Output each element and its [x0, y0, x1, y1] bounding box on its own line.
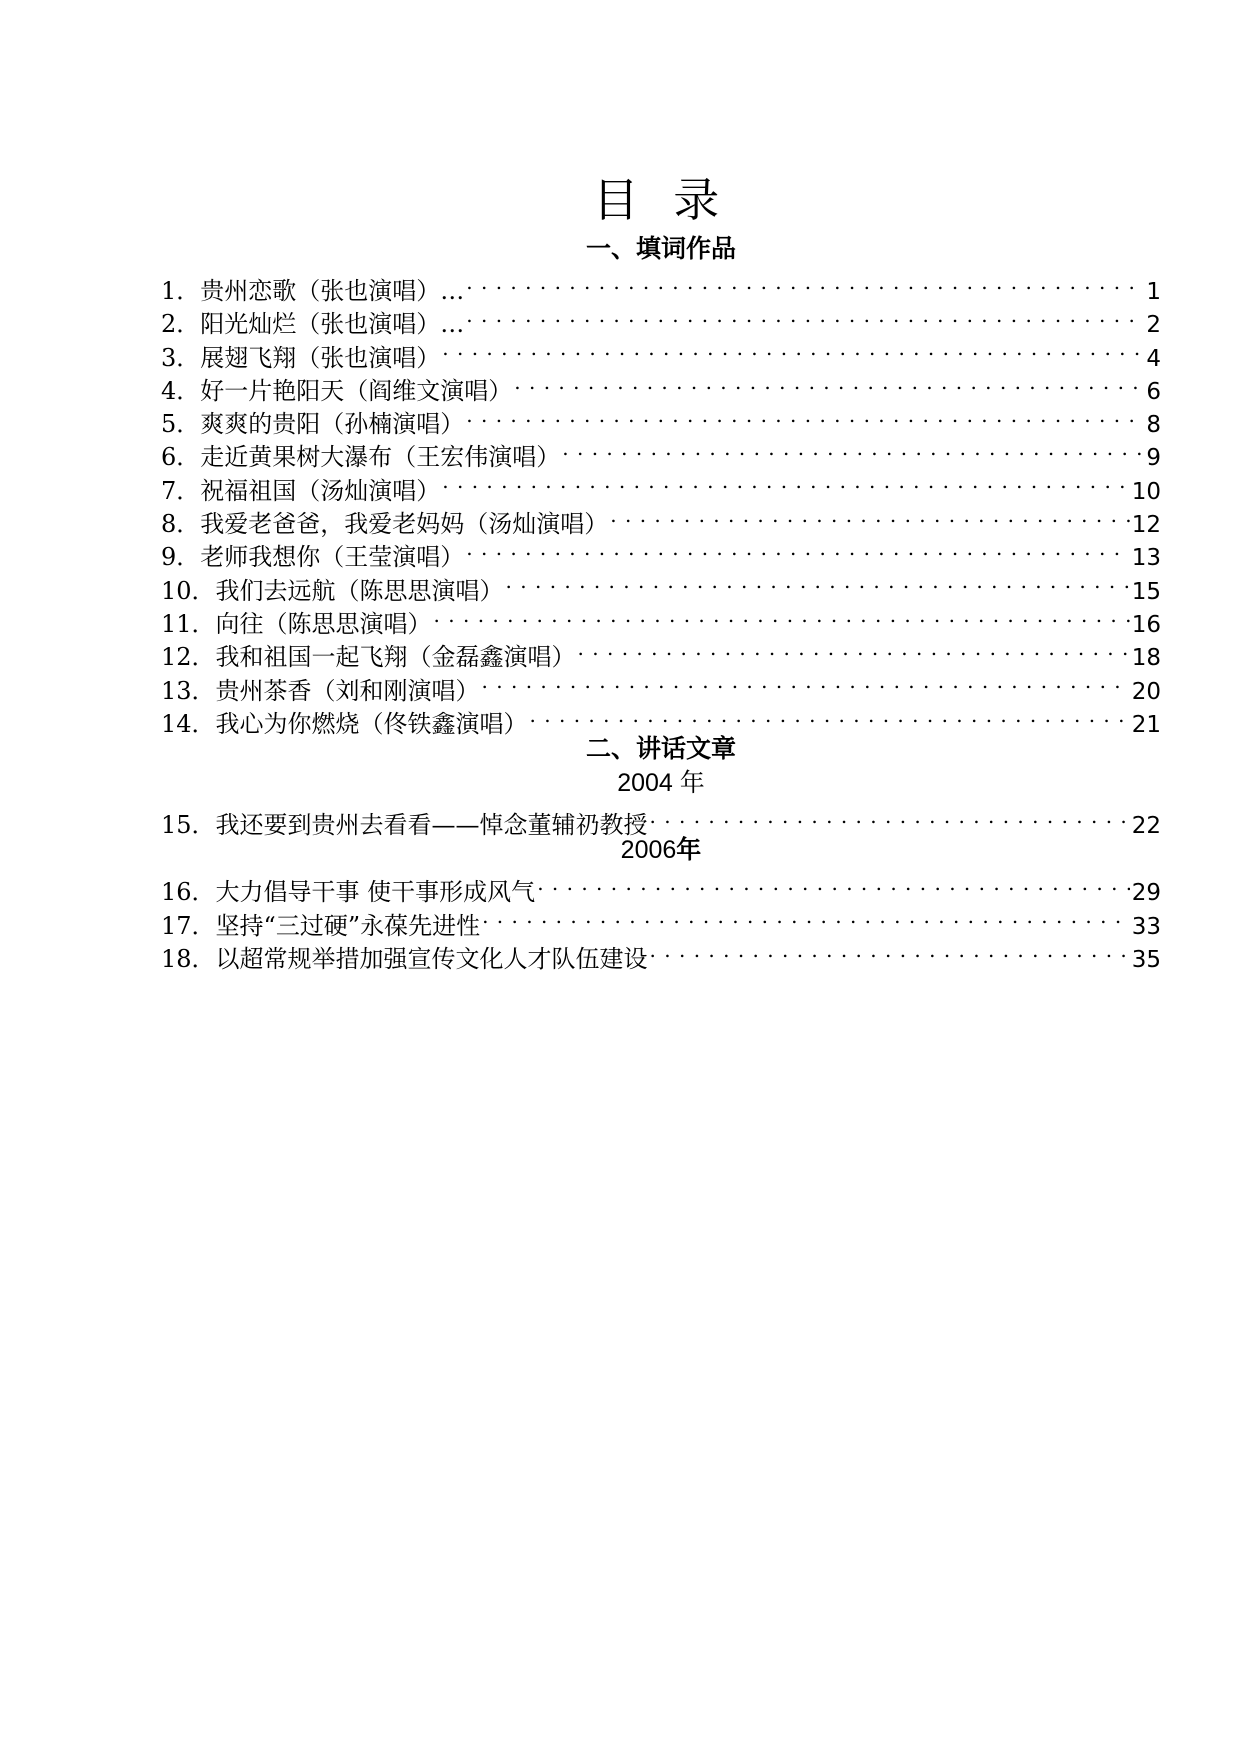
entry-number: 6． [161, 443, 201, 472]
entry-page-number: 12 [1131, 512, 1161, 539]
toc-entry[interactable] [161, 266, 1161, 305]
entry-title: 展翅飞翔（张也演唱） [200, 343, 441, 372]
entry-title: 我和祖国一起飞翔（金磊鑫演唱） [215, 643, 576, 672]
entry-number: 3． [161, 343, 201, 372]
table-of-contents [161, 170, 1161, 974]
entry-number: 16． [161, 878, 216, 907]
entry-number: 11． [161, 609, 216, 638]
entry-page-number: 2 [1146, 312, 1161, 339]
dot-leader [482, 901, 1130, 934]
entry-number: 13． [161, 676, 216, 705]
entry-page-number: 35 [1131, 947, 1161, 974]
dot-leader [514, 366, 1144, 399]
entry-title: 以超常规举措加强宣传文化人才队伍建设 [215, 945, 648, 974]
entry-title: 我还要到贵州去看看——悼念董辅礽教授 [215, 811, 648, 840]
dot-leader [650, 934, 1130, 967]
dot-leader [562, 432, 1144, 465]
entry-number: 18． [161, 945, 216, 974]
dot-leader [537, 867, 1130, 900]
entry-title: 贵州茶香（刘和刚演唱） [215, 676, 480, 705]
entry-title: 向往（陈思思演唱） [215, 609, 432, 638]
entry-title: 我心为你燃烧（佟铁鑫演唱） [215, 709, 528, 738]
dot-leader [466, 299, 1144, 332]
entry-page-number: 33 [1131, 913, 1161, 940]
entry-title: 大力倡导干事 使干事形成风气 [215, 878, 536, 907]
entry-title: 坚持“三过硬”永葆先进性 [215, 911, 481, 940]
entry-page-number: 13 [1131, 545, 1161, 572]
dot-leader [466, 266, 1144, 299]
year-number: 2004 [617, 769, 673, 798]
year-suffix: 年 [676, 835, 702, 865]
entry-number: 10． [161, 576, 216, 605]
entry-title: 我们去远航（陈思思演唱） [215, 576, 504, 605]
toc-entry[interactable] [161, 867, 1161, 907]
entry-title: 好一片艳阳天（阎维文演唱） [200, 376, 513, 405]
entry-number: 9． [161, 543, 201, 572]
entry-page-number: 18 [1131, 645, 1161, 672]
entry-title: 老师我想你（王莹演唱） [200, 543, 465, 572]
entry-page-number: 6 [1146, 378, 1161, 405]
dot-leader [610, 499, 1129, 532]
section-heading-lyrics: 一、填词作品 [585, 234, 736, 263]
entry-page-number: 29 [1131, 880, 1161, 907]
entry-page-number: 16 [1131, 611, 1161, 638]
entry-number: 7． [161, 476, 201, 505]
entry-page-number: 1 [1146, 279, 1161, 305]
entry-number: 1． [161, 277, 201, 305]
entry-page-number: 20 [1131, 678, 1161, 705]
entry-number: 5． [161, 410, 201, 439]
year-suffix: 年 [672, 769, 705, 798]
entry-title: 走近黄果树大瀑布（王宏伟演唱） [200, 443, 561, 472]
entry-number: 12． [161, 643, 216, 672]
entry-number: 15． [161, 811, 216, 840]
dot-leader [530, 699, 1130, 732]
entry-number: 2． [161, 310, 201, 339]
dot-leader [466, 532, 1129, 565]
entry-title: 阳光灿烂（张也演唱）… [200, 310, 465, 339]
entry-page-number: 4 [1146, 345, 1161, 372]
entry-page-number: 10 [1131, 478, 1161, 505]
entry-number: 8． [161, 510, 201, 539]
entry-title: 贵州恋歌（张也演唱）… [200, 277, 465, 305]
dot-leader [442, 466, 1129, 499]
entry-number: 17． [161, 911, 216, 940]
toc-entry[interactable] [161, 800, 1161, 840]
entry-page-number: 8 [1146, 412, 1161, 439]
entry-title: 祝福祖国（汤灿演唱） [200, 476, 441, 505]
entry-number: 14． [161, 709, 216, 738]
dot-leader [506, 566, 1130, 599]
dot-leader [466, 399, 1144, 432]
dot-leader [442, 333, 1144, 366]
entry-page-number: 9 [1146, 445, 1161, 472]
entry-number: 4． [161, 376, 201, 405]
year-heading-2004 [161, 766, 1161, 800]
entry-title: 爽爽的贵阳（孙楠演唱） [200, 410, 465, 439]
section-heading-speeches: 二、讲话文章 [585, 734, 736, 764]
dot-leader [578, 632, 1130, 665]
page-title: 目 录 [592, 173, 730, 227]
entry-page-number: 15 [1131, 578, 1161, 605]
dot-leader [434, 599, 1130, 632]
entry-title: 我爱老爸爸，我爱老妈妈（汤灿演唱） [200, 510, 609, 539]
year-number: 2006 [620, 836, 677, 865]
dot-leader [650, 800, 1130, 833]
dot-leader [482, 666, 1130, 699]
entry-page-number: 22 [1131, 813, 1161, 840]
entry-page-number: 21 [1131, 711, 1161, 738]
